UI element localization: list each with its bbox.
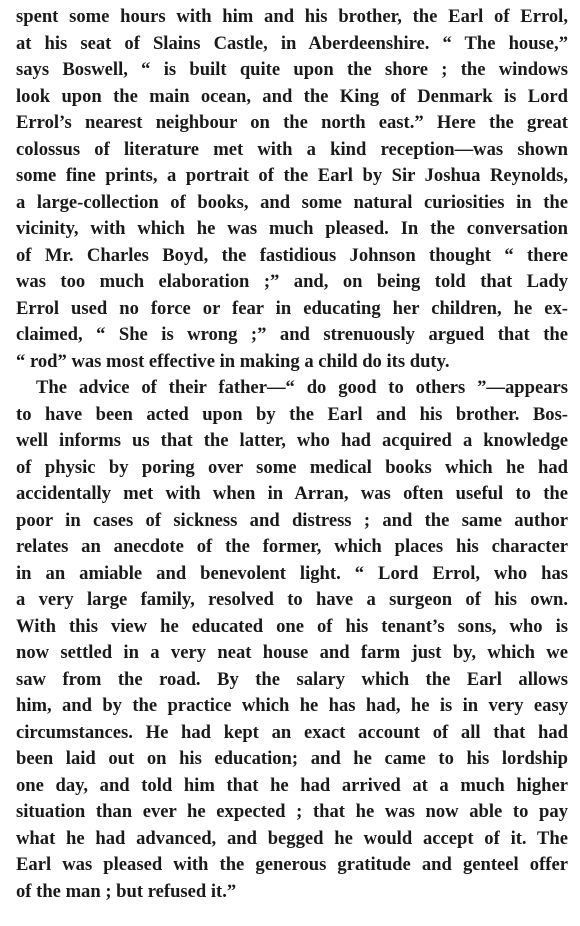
text-line: him, and by the practice which he has had, he is in very easy xyxy=(16,695,568,716)
text-line: “ rod” was most effective in making a child do its duty. xyxy=(16,350,450,372)
text-line: Errol used no force or fear in educating her children, he ex- xyxy=(16,297,568,319)
text-line: The advice of their father—“ do good to others ”—appears xyxy=(36,377,568,398)
text-line: what he had advanced, and begged he would accept of it. The xyxy=(16,827,568,849)
text-line: vicinity, with which he was much pleased. In the conversation xyxy=(16,218,568,239)
text-line: at his seat of Slains Castle, in Aberdeenshire. “ The house,” xyxy=(16,32,568,54)
text-line: well informs us that the latter, who had acquired a knowledge xyxy=(16,430,568,451)
text-line: was too much elaboration ;” and, on being told that Lady xyxy=(16,271,568,292)
text-line: With this view he educated one of his tenant’s sons, who is xyxy=(16,615,568,637)
text-line: to have been acted upon by the Earl and his brother. Bos- xyxy=(16,403,568,425)
text-line: Earl was pleased with the generous gratitude and genteel offer xyxy=(16,854,568,875)
text-line: relates an anecdote of the former, which places his character xyxy=(16,536,568,557)
paragraph-2 xyxy=(16,375,568,905)
text-line: claimed, “ She is wrong ;” and strenuously argued that the xyxy=(16,324,568,345)
text-line: says Boswell, “ is built quite upon the shore ; the windows xyxy=(16,59,568,80)
text-line: situation than ever he expected ; that he was now able to pay xyxy=(16,801,568,822)
text-line: a very large family, resolved to have a surgeon of his own. xyxy=(16,589,568,610)
body-text xyxy=(16,4,568,905)
text-line: a large-collection of books, and some natural curiosities in the xyxy=(16,191,568,213)
text-line: one day, and told him that he had arrived at a much higher xyxy=(16,774,568,796)
text-line: some fine prints, a portrait of the Earl by Sir Joshua Reynolds, xyxy=(16,165,568,186)
text-line: Errol’s nearest neighbour on the north east.” Here the great xyxy=(16,112,568,133)
paragraph-1 xyxy=(16,4,568,375)
text-line: look upon the main ocean, and the King of Denmark is Lord xyxy=(16,85,568,107)
text-line: poor in cases of sickness and distress ; and the same author xyxy=(16,509,568,531)
text-line: accidentally met with when in Arran, was often useful to the xyxy=(16,483,568,504)
text-line: been laid out on his education; and he came to his lordship xyxy=(16,748,568,769)
text-line: circumstances. He had kept an exact account of all that had xyxy=(16,721,568,743)
text-line: of Mr. Charles Boyd, the fastidious Johnson thought “ there xyxy=(16,244,568,266)
text-line: now settled in a very neat house and farm just by, which we xyxy=(16,642,568,663)
text-line: in an amiable and benevolent light. “ Lord Errol, who has xyxy=(16,562,568,584)
text-line: colossus of literature met with a kind reception—was shown xyxy=(16,138,568,160)
text-line: spent some hours with him and his brother, the Earl of Errol, xyxy=(16,6,568,27)
text-line: of the man ; but refused it.” xyxy=(16,880,237,902)
text-line: saw from the road. By the salary which the Earl allows xyxy=(16,668,568,690)
text-line: of physic by poring over some medical books which he had xyxy=(16,456,568,478)
